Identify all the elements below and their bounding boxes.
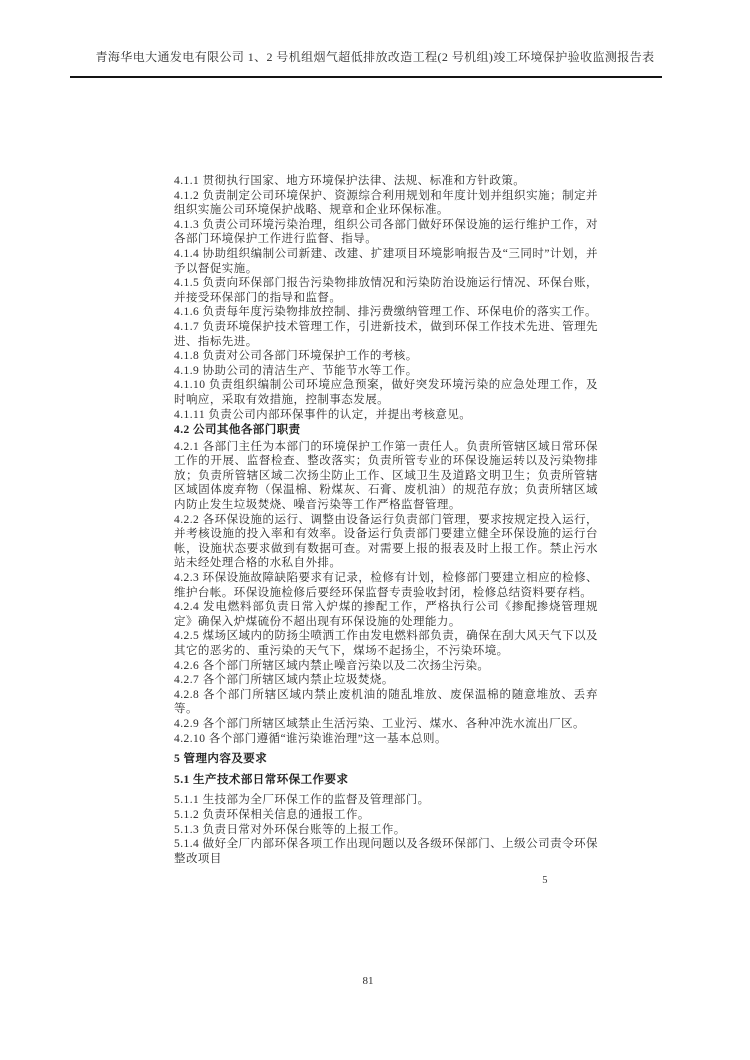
paragraph: 4.2.9 各个部门所辖区域禁止生活污染、工业污、煤水、各种冲洗水流出厂区。 [174,717,585,730]
section-heading: 5.1 生产技术部日常环保工作要求 [174,773,349,786]
section-heading: 4.2 公司其他各部门职责 [174,424,301,437]
paragraph: 4.1.9 协助公司的清洁生产、节能节水等工作。 [174,364,418,377]
paragraph: 5.1.1 生技部为全厂环保工作的监督及管理部门。 [174,794,430,807]
paragraph: 4.1.2 负责制定公司环境保护、资源综合利用规划和年度计划并组织实施；制定并组织实施公司环境保护战略、规章和企业环保标准。 [174,189,598,217]
paragraph: 4.1.10 负责组织编制公司环境应急预案，做好突发环境污染的应急处理工作，及时响应，采取有效措施，控制事态发展。 [174,379,598,406]
paragraph: 4.2.6 各个部门所辖区域内禁止噪音污染以及二次扬尘污染。 [174,659,490,672]
inner-page-number: 5 [542,875,548,887]
paragraph: 5.1.3 负责日常对外环保台账等的上报工作。 [174,823,406,836]
paragraph: 4.2.2 各环保设施的运行、调整由设备运行负责部门管理，要求按规定投入运行，并考核设施的投入率和有效率。设备运行负责部门要建立健全环保设施的运行台帐，设施状态要求做到有数据可查。对需要上报的报表及时上报工作。禁止污水站未经处理合格的水私自外排。 [174,513,598,570]
footer-page-number: 81 [362,975,374,987]
paragraph: 4.2.3 环保设施故障缺陷要求有记录，检修有计划，检修部门要建立相应的检修、维护台帐。环保设施检修后要经环保监督专责验收封闭，检修总结资料要存档。 [174,572,598,599]
paragraph: 4.1.1 贯彻执行国家、地方环境保护法律、法规、标准和方针政策。 [174,175,526,187]
section-heading: 5 管理内容及要求 [174,753,268,766]
paragraph: 4.1.7 负责环境保护技术管理工作，引进新技术，做到环保工作技术先进、管理先进、指标先进。 [174,320,598,348]
page-header-title: 青海华电大通发电有限公司 1、2 号机组烟气超低排放改造工程(2 号机组)竣工环境保护验收监测报告表 [95,50,655,64]
paragraph: 4.1.11 负责公司内部环保事件的认定，并提出考核意见。 [174,408,472,421]
document-body [174,174,598,889]
paragraph: 5.1.4 做好全厂内部环保各项工作出现问题以及各级环保部门、上级公司责令环保整改项目 [174,838,598,865]
paragraph: 5.1.2 负责环保相关信息的通报工作。 [174,808,370,821]
paragraph: 4.1.3 负责公司环境污染治理，组织公司各部门做好环保设施的运行维护工作，对各部门环境保护工作进行监督、指导。 [174,218,598,246]
header-divider-line [70,76,662,78]
paragraph: 4.2.8 各个部门所辖区域内禁止废机油的随乱堆放、废保温棉的随意堆放、丢弃等。 [174,688,598,716]
paragraph: 4.2.10 各个部门遵循“谁污染谁治理”这一基本总则。 [174,732,447,745]
paragraph: 4.2.7 各个部门所辖区域内禁止垃圾焚烧。 [174,674,394,687]
paragraph: 4.1.6 负责每年度污染物排放控制、排污费缴纳管理工作、环保电价的落实工作。 [174,306,597,319]
paragraph: 4.2.5 煤场区域内的防扬尘喷洒工作由发电燃料部负责，确保在刮大风天气下以及其它的恶劣的、重污染的天气下，煤场不起扬尘，不污染环境。 [174,630,598,657]
paragraph: 4.2.1 各部门主任为本部门的环境保护工作第一责任人。负责所管辖区域日常环保工作的开展、监督检查、整改落实；负责所管专业的环保设施运转以及污染物排放；负责所管辖区域二次扬尘防止工作、区域卫生及道路文明卫生；负责所管辖区域固体废弃物（保温棉、粉煤灰、石膏、废机油）的规范存放；负责所辖区域内防止发生垃圾焚烧、噪音污染等工作严格监督管理。 [174,440,598,512]
paragraph: 4.1.8 负责对公司各部门环境保护工作的考核。 [174,350,418,363]
paragraph: 4.1.5 负责向环保部门报告污染物排放情况和污染防治设施运行情况、环保台账，并接受环保部门的指导和监督。 [174,277,598,304]
paragraph: 4.2.4 发电燃料部负责日常入炉煤的掺配工作，严格执行公司《掺配掺烧管理规定》确保入炉煤硫份不超出现有环保设施的处理能力。 [174,601,598,628]
paragraph: 4.1.4 协助组织编制公司新建、改建、扩建项目环境影响报告及“三同时”计划，并予以督促实施。 [174,247,598,275]
